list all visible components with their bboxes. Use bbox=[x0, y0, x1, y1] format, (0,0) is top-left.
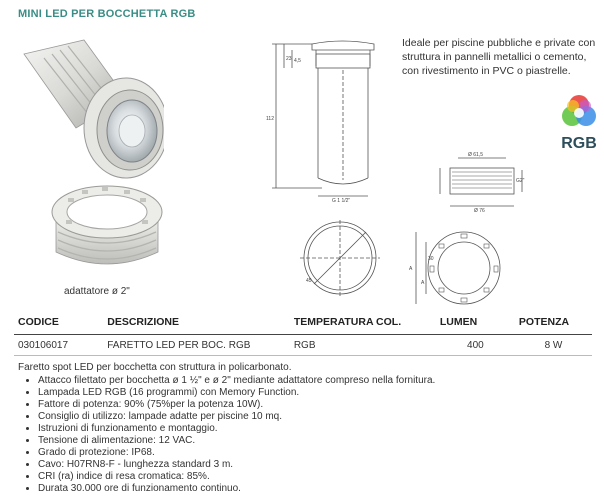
list-item: • Istruzioni di funzionamento e montaggio. bbox=[38, 423, 578, 435]
header-power: POTENZA bbox=[515, 314, 592, 335]
spec-table-header bbox=[14, 314, 592, 335]
cell-description: FARETTO LED PER BOC. RGB bbox=[103, 335, 290, 356]
profile-bottom-label: Ø 76 bbox=[474, 208, 485, 214]
list-item: • Grado di protezione: IP68. bbox=[38, 447, 578, 459]
list-item: • Lampada LED RGB (16 programmi) con Memory Function. bbox=[38, 387, 578, 399]
product-photo bbox=[14, 36, 164, 186]
ring-a2-label: A bbox=[421, 280, 425, 286]
cell-power: 8 W bbox=[515, 335, 592, 356]
list-item: • Tensione di alimentazione: 12 VAC. bbox=[38, 435, 578, 447]
adapter-photo bbox=[48, 168, 166, 278]
product-description: Ideale per piscine pubbliche e private con struttura in pannelli metallici o cemento, con rivestimento in PVC o piastrelle. bbox=[402, 37, 596, 78]
header-temperature: TEMPERATURA COL. bbox=[290, 314, 436, 335]
ring-width-label: 30 bbox=[428, 256, 434, 262]
features-list bbox=[18, 375, 578, 495]
cell-lumen: 400 bbox=[436, 335, 515, 356]
details-intro: Faretto spot LED per bocchetta con struttura in policarbonato. bbox=[18, 362, 292, 373]
adapter-profile-drawing bbox=[432, 148, 532, 214]
cell-code: 030106017 bbox=[14, 335, 103, 356]
header-description: DESCRIZIONE bbox=[103, 314, 290, 335]
technical-front-drawing bbox=[294, 218, 384, 300]
header-code: CODICE bbox=[14, 314, 103, 335]
profile-side-label: G2" bbox=[516, 178, 525, 184]
cell-temperature: RGB bbox=[290, 335, 436, 356]
profile-top-label: Ø 61,5 bbox=[468, 152, 484, 158]
dim-height-label: 112 bbox=[266, 116, 274, 122]
product-details bbox=[18, 362, 578, 495]
dim-angle-label: 45 bbox=[306, 278, 312, 284]
adapter-caption: adattatore ø 2" bbox=[64, 286, 130, 297]
product-title: MINI LED PER BOCCHETTA RGB bbox=[18, 8, 196, 20]
list-item: • Durata 30.000 ore di funzionamento continuo. bbox=[38, 483, 578, 495]
dim-mid-label: 4,5 bbox=[294, 58, 301, 64]
table-row bbox=[14, 335, 592, 356]
adapter-ring-drawing bbox=[408, 226, 504, 310]
rgb-logo bbox=[556, 92, 602, 158]
spec-table bbox=[14, 314, 592, 356]
header-lumen: LUMEN bbox=[436, 314, 515, 335]
list-item: • Attacco filettato per bocchetta ø 1 ½" e ø 2" mediante adattatore compreso nella fornitura. bbox=[38, 375, 578, 387]
list-item: • Cavo: H07RN8-F - lunghezza standard 3 m. bbox=[38, 459, 578, 471]
list-item: • CRI (ra) indice di resa cromatica: 85%. bbox=[38, 471, 578, 483]
list-item: • Consiglio di utilizzo: lampade adatte per piscine 10 mq. bbox=[38, 411, 578, 423]
list-item: • Fattore di potenza: 90% (75%per la potenza 10W). bbox=[38, 399, 578, 411]
dim-diameter-label: G 1 1/2" bbox=[332, 198, 351, 202]
ring-a1-label: A bbox=[409, 266, 413, 272]
technical-side-drawing bbox=[262, 30, 394, 202]
dim-top-label: 23 bbox=[286, 56, 292, 62]
rgb-logo-text: RGB bbox=[561, 135, 597, 152]
